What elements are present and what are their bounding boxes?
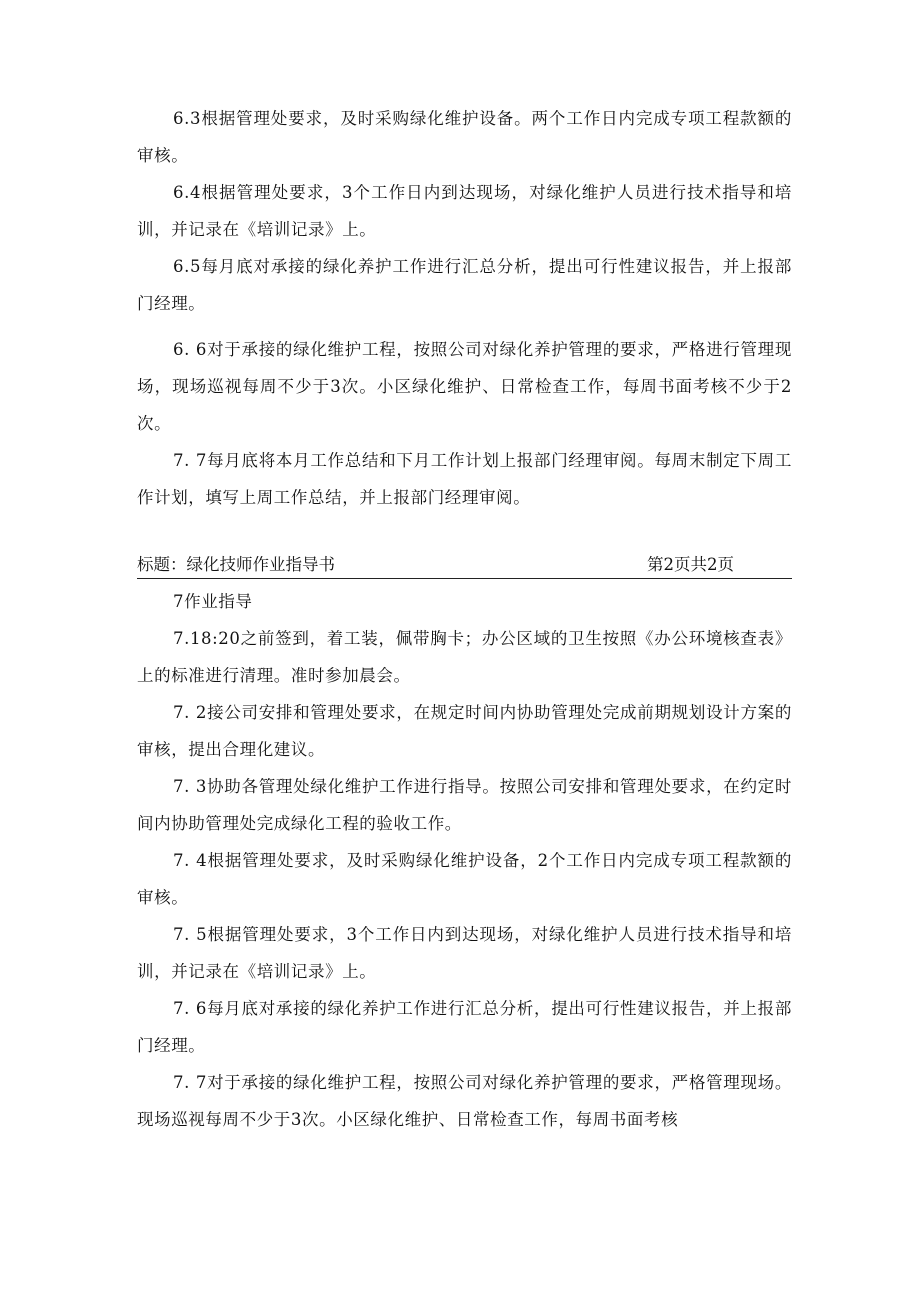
paragraph-6-5: 6.5每月底对承接的绿化养护工作进行汇总分析，提出可行性建议报告，并上报部门经理。 (137, 257, 792, 313)
section-7 (137, 583, 792, 1138)
document-page (137, 100, 792, 1138)
document-title: 标题：绿化技师作业指导书 (137, 555, 335, 574)
paragraph-7-1: 7.18:20之前签到，着工装，佩带胸卡；办公区域的卫生按照《办公环境核查表》上的标准进行清理。准时参加晨会。 (137, 629, 792, 685)
paragraph-7-6: 7. 6每月底对承接的绿化养护工作进行汇总分析，提出可行性建议报告，并上报部门经理。 (137, 999, 792, 1055)
paragraph-gap (137, 322, 792, 331)
paragraph-7-3: 7. 3协助各管理处绿化维护工作进行指导。按照公司安排和管理处要求，在约定时间内协助管理处完成绿化工程的验收工作。 (137, 777, 792, 833)
paragraph-7-5: 7. 5根据管理处要求，3个工作日内到达现场，对绿化维护人员进行技术指导和培训，并记录在《培训记录》上。 (137, 925, 792, 981)
paragraph-6-3: 6.3根据管理处要求，及时采购绿化维护设备。两个工作日内完成专项工程款额的审核。 (137, 109, 792, 165)
page-header (137, 554, 792, 579)
page-number: 第2页共2页 (647, 555, 734, 574)
paragraph-7-2: 7. 2接公司安排和管理处要求，在规定时间内协助管理处完成前期规划设计方案的审核，提出合理化建议。 (137, 703, 792, 759)
section-7-heading: 7作业指导 (173, 592, 253, 611)
paragraph-6-6: 6. 6对于承接的绿化维护工程，按照公司对绿化养护管理的要求，严格进行管理现场，现场巡视每周不少于3次。小区绿化维护、日常检查工作，每周书面考核不少于2次。 (137, 340, 792, 433)
paragraph-6-4: 6.4根据管理处要求，3个工作日内到达现场，对绿化维护人员进行技术指导和培训，并记录在《培训记录》上。 (137, 183, 792, 239)
paragraph-7-4: 7. 4根据管理处要求，及时采购绿化维护设备，2个工作日内完成专项工程款额的审核。 (137, 851, 792, 907)
paragraph-7-7: 7. 7对于承接的绿化维护工程，按照公司对绿化养护管理的要求，严格管理现场。现场巡视每周不少于3次。小区绿化维护、日常检查工作，每周书面考核 (137, 1073, 792, 1129)
paragraph-7-7-summary: 7. 7每月底将本月工作总结和下月工作计划上报部门经理审阅。每周末制定下周工作计划，填写上周工作总结，并上报部门经理审阅。 (137, 451, 792, 507)
